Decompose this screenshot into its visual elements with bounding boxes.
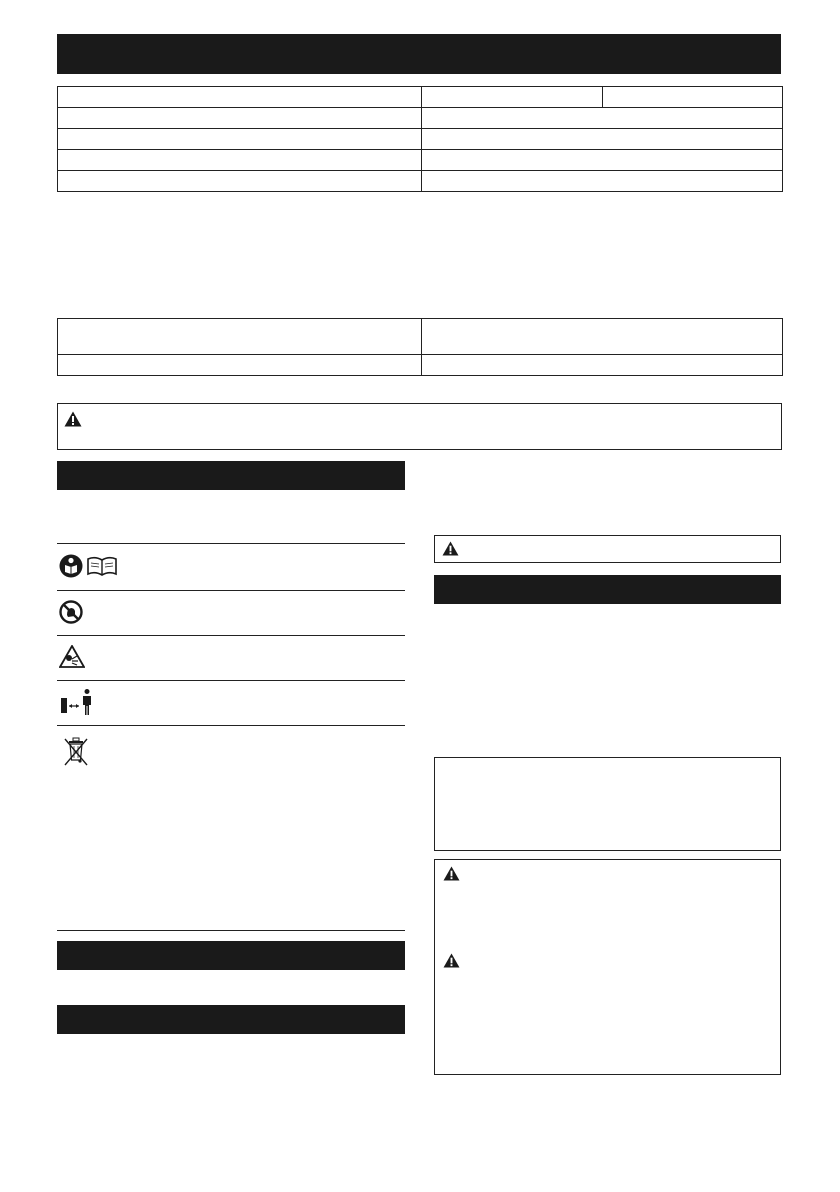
- symbol-row: [57, 545, 405, 589]
- warning-notice-box: [57, 403, 782, 450]
- warning-triangle-icon: [443, 866, 460, 881]
- table-row: [58, 171, 783, 192]
- read-manual-person-icon: [59, 554, 83, 578]
- symbol-row: [57, 637, 405, 679]
- table-cell: [422, 355, 783, 376]
- table-cell: [58, 171, 422, 192]
- no-hands-prohibition-icon: [59, 600, 83, 624]
- note-box: [434, 757, 781, 851]
- table-cell: [58, 355, 422, 376]
- warning-triangle-icon: [443, 953, 460, 968]
- caution-box: [434, 535, 781, 563]
- open-book-icon: [87, 556, 117, 576]
- table-row: [58, 129, 783, 150]
- warning-triangle-icon: [64, 411, 82, 427]
- table-row: [58, 108, 783, 129]
- table-cell: [58, 129, 422, 150]
- symbols-divider: [57, 930, 405, 931]
- second-table: [57, 318, 783, 376]
- warning-box: [434, 859, 781, 1075]
- table-cell: [58, 319, 422, 355]
- symbols-divider: [57, 543, 405, 544]
- left-section-bar-symbols: [57, 461, 405, 490]
- table-cell: [422, 171, 783, 192]
- right-section-bar: [434, 575, 781, 604]
- crossed-out-wheelie-bin-icon: [63, 735, 89, 767]
- keep-distance-icon: [59, 688, 95, 716]
- symbol-row: [57, 727, 405, 927]
- table-cell: [422, 319, 783, 355]
- symbols-divider: [57, 680, 405, 681]
- table-cell: [603, 87, 783, 108]
- table-row: [58, 150, 783, 171]
- symbols-divider: [57, 590, 405, 591]
- warning-triangle-icon: [442, 541, 459, 556]
- table-row: [58, 355, 783, 376]
- table-cell: [422, 108, 783, 129]
- flying-debris-warning-icon: [59, 645, 85, 668]
- symbols-divider: [57, 725, 405, 726]
- spec-table: [57, 86, 783, 192]
- table-cell: [422, 129, 783, 150]
- symbol-row: [57, 682, 405, 724]
- symbols-divider: [57, 635, 405, 636]
- table-cell: [58, 150, 422, 171]
- table-cell: [422, 87, 603, 108]
- left-section-bar-3: [57, 1005, 405, 1034]
- table-row: [58, 319, 783, 355]
- table-row: [58, 87, 783, 108]
- table-cell: [58, 87, 422, 108]
- table-cell: [422, 150, 783, 171]
- table-cell: [58, 108, 422, 129]
- left-section-bar-2: [57, 941, 405, 970]
- header-bar: [57, 34, 781, 74]
- footer-line: [0, 1186, 840, 1192]
- symbol-row: [57, 592, 405, 634]
